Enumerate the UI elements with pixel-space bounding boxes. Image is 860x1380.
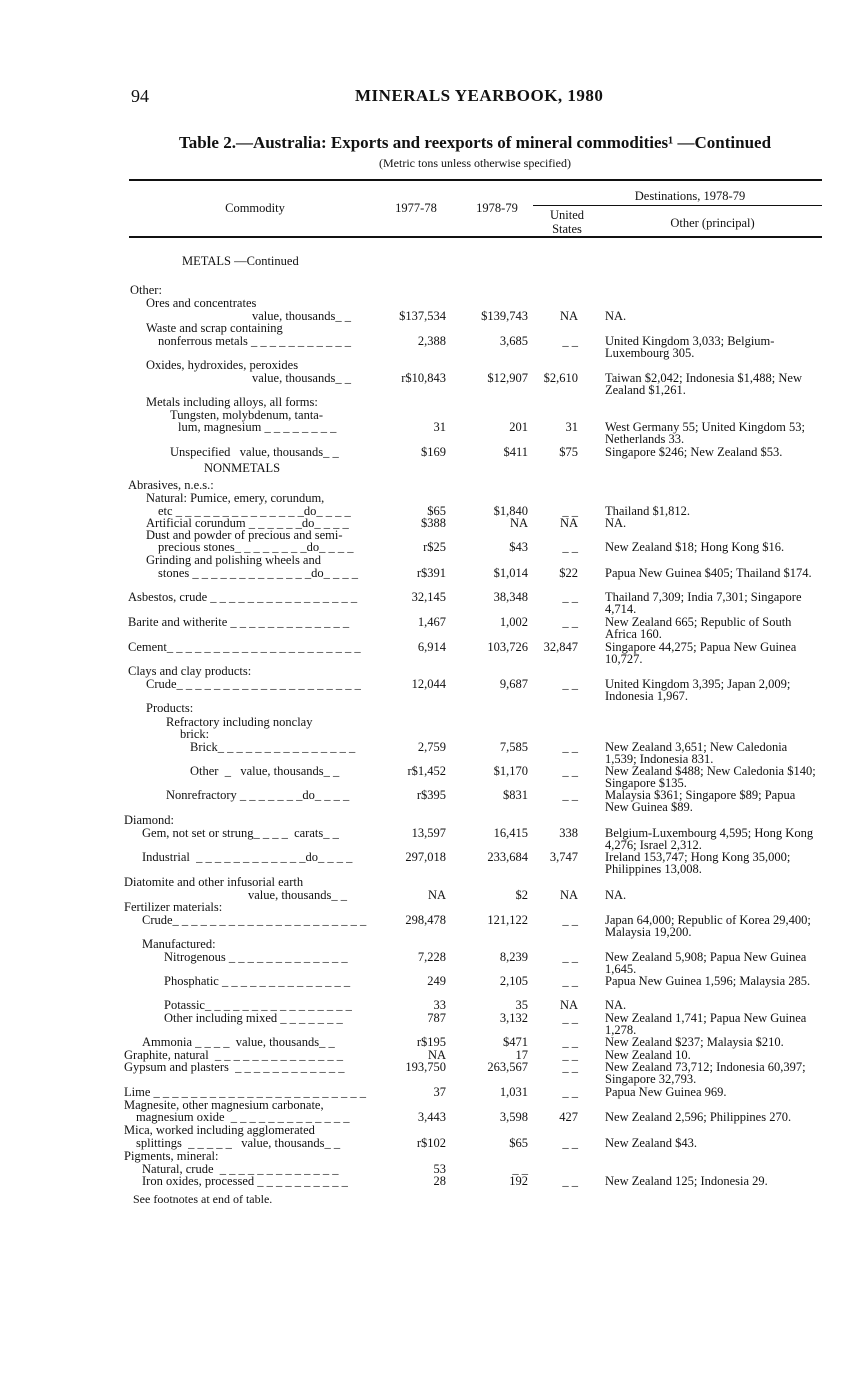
value-1978-79: 263,567 xyxy=(487,1060,528,1074)
value-united-states: _ _ xyxy=(562,677,578,691)
destinations-other: New Zealand 665; Republic of South Africa 160. xyxy=(605,615,792,641)
value-1978-79: 7,585 xyxy=(499,740,528,754)
destinations-other: NA. xyxy=(605,888,627,902)
destinations-other: Singapore $246; New Zealand $53. xyxy=(605,445,783,459)
commodity-label: etc _ _ _ _ _ _ _ _ _ _ _ _ _ _do_ _ _ _ xyxy=(158,504,351,518)
value-1977-78: 298,478 xyxy=(405,913,446,927)
commodity-label: Fertilizer materials: xyxy=(124,900,223,914)
commodity-label: Grinding and polishing wheels and xyxy=(146,553,321,567)
commodity-label: Other _ value, thousands_ _ xyxy=(190,764,340,778)
value-united-states: _ _ xyxy=(562,1060,578,1074)
value-1977-78: 33 xyxy=(433,998,446,1012)
value-1978-79: 121,122 xyxy=(487,913,528,927)
destinations-other: New Zealand 3,651; New Caledonia 1,539; Indonesia 831. xyxy=(605,740,788,766)
value-1977-78: r$395 xyxy=(416,788,446,802)
destinations-other: NA. xyxy=(605,516,627,530)
value-1977-78: 787 xyxy=(427,1011,446,1025)
value-1977-78: 193,750 xyxy=(405,1060,446,1074)
commodity-label: Crude_ _ _ _ _ _ _ _ _ _ _ _ _ _ _ _ _ _ _ _ _ xyxy=(142,913,367,927)
value-1977-78: 31 xyxy=(433,420,446,434)
commodity-label: Graphite, natural _ _ _ _ _ _ _ _ _ _ _ _ _ _ xyxy=(124,1048,344,1062)
destinations-other: Japan 64,000; Republic of Korea 29,400; Malaysia 19,200. xyxy=(605,913,811,939)
commodity-label: Magnesite, other magnesium carbonate, xyxy=(124,1098,324,1112)
value-1978-79: 1,031 xyxy=(499,1085,528,1099)
column-header-destinations: Destinations, 1978-79 xyxy=(634,189,746,203)
page-number: 94 xyxy=(131,86,149,106)
value-united-states: _ _ xyxy=(562,615,578,629)
value-united-states: _ _ xyxy=(562,764,578,778)
value-1978-79: 3,685 xyxy=(499,334,528,348)
value-1977-78: NA xyxy=(427,888,446,902)
value-1977-78: 297,018 xyxy=(405,850,446,864)
value-1978-79: 9,687 xyxy=(499,677,528,691)
value-1977-78: r$1,452 xyxy=(407,764,446,778)
destinations-other: New Zealand $18; Hong Kong $16. xyxy=(605,540,785,554)
commodity-label: value, thousands_ _ xyxy=(248,888,347,902)
commodity-label: Metals including alloys, all forms: xyxy=(146,395,318,409)
value-united-states: _ _ xyxy=(562,1048,578,1062)
destinations-other: New Zealand 1,741; Papua New Guinea 1,278. xyxy=(605,1011,807,1037)
value-1977-78: r$195 xyxy=(416,1035,446,1049)
value-1978-79: $411 xyxy=(503,445,528,459)
value-1977-78: 37 xyxy=(433,1085,446,1099)
column-header-1977-78: 1977-78 xyxy=(395,201,437,215)
value-1977-78: $65 xyxy=(427,504,446,518)
commodity-label: Pigments, mineral: xyxy=(124,1149,219,1163)
value-1978-79: 35 xyxy=(515,998,528,1012)
commodity-label: Ores and concentrates xyxy=(146,296,257,310)
commodity-label: Other: xyxy=(130,283,162,297)
commodity-label: Lime _ _ _ _ _ _ _ _ _ _ _ _ _ _ _ _ _ _ _ _ _ _ _ xyxy=(124,1085,367,1099)
value-1978-79: 233,684 xyxy=(487,850,528,864)
destinations-other: New Zealand 5,908; Papua New Guinea 1,645. xyxy=(605,950,807,976)
commodity-label: Ammonia _ _ _ _ value, thousands_ _ xyxy=(142,1035,335,1049)
value-1977-78: $169 xyxy=(421,445,446,459)
commodity-label: Refractory including nonclay xyxy=(166,715,313,729)
destinations-other: Malaysia $361; Singapore $89; Papua New Guinea $89. xyxy=(605,788,796,814)
commodity-label: Artificial corundum _ _ _ _ _ _do_ _ _ _ xyxy=(146,516,349,530)
commodity-label: Cement_ _ _ _ _ _ _ _ _ _ _ _ _ _ _ _ _ _ _ _ _ xyxy=(128,640,361,654)
value-1977-78: r$391 xyxy=(416,566,446,580)
commodity-label: magnesium oxide _ _ _ _ _ _ _ _ _ _ _ _ _ xyxy=(136,1110,350,1124)
column-header-1978-79: 1978-79 xyxy=(476,201,518,215)
footnote: See footnotes at end of table. xyxy=(133,1192,273,1206)
running-head: MINERALS YEARBOOK, 1980 xyxy=(355,86,604,105)
value-1978-79: 16,415 xyxy=(493,826,528,840)
value-1978-79: 201 xyxy=(509,420,528,434)
value-1977-78: r$10,843 xyxy=(401,371,446,385)
column-header-united-states: United States xyxy=(549,208,585,236)
value-1978-79: 3,598 xyxy=(499,1110,528,1124)
value-united-states: _ _ xyxy=(562,950,578,964)
destinations-other: Taiwan $2,042; Indonesia $1,488; New Zealand $1,261. xyxy=(605,371,803,397)
destinations-other: New Zealand 2,596; Philippines 270. xyxy=(605,1110,792,1124)
commodity-label: Waste and scrap containing xyxy=(146,321,283,335)
destinations-other: United Kingdom 3,033; Belgium-Luxembourg 305. xyxy=(605,334,775,360)
commodity-label: Asbestos, crude _ _ _ _ _ _ _ _ _ _ _ _ _ _ _ _ xyxy=(128,590,358,604)
value-united-states: _ _ xyxy=(562,334,578,348)
value-1978-79: 1,002 xyxy=(499,615,528,629)
destinations-other: Ireland 153,747; Hong Kong 35,000; Philippines 13,008. xyxy=(605,850,791,876)
value-united-states: NA xyxy=(559,309,578,323)
destinations-other: Papua New Guinea $405; Thailand $174. xyxy=(605,566,812,580)
value-united-states: NA xyxy=(559,516,578,530)
commodity-label: METALS —Continued xyxy=(182,254,299,268)
value-1977-78: $137,534 xyxy=(399,309,446,323)
destinations-other: New Zealand $237; Malaysia $210. xyxy=(605,1035,784,1049)
commodity-label: Gypsum and plasters _ _ _ _ _ _ _ _ _ _ _ _ xyxy=(124,1060,345,1074)
commodity-label: NONMETALS xyxy=(204,461,281,475)
value-1977-78: 53 xyxy=(433,1162,446,1176)
commodity-label: Industrial _ _ _ _ _ _ _ _ _ _ _ _do_ _ _ _ xyxy=(142,850,353,864)
commodity-label: Phosphatic _ _ _ _ _ _ _ _ _ _ _ _ _ _ xyxy=(164,974,351,988)
value-united-states: _ _ xyxy=(562,1035,578,1049)
commodity-label: Gem, not set or strung_ _ _ _ carats_ _ xyxy=(142,826,339,840)
destinations-other: New Zealand $488; New Caledonia $140; Singapore $135. xyxy=(605,764,816,790)
value-united-states: _ _ xyxy=(562,1174,578,1188)
commodity-label: Brick_ _ _ _ _ _ _ _ _ _ _ _ _ _ _ xyxy=(190,740,356,754)
value-1977-78: NA xyxy=(427,1048,446,1062)
commodity-label: Potassic_ _ _ _ _ _ _ _ _ _ _ _ _ _ _ _ xyxy=(164,998,352,1012)
destinations-other: United Kingdom 3,395; Japan 2,009; Indonesia 1,967. xyxy=(605,677,791,703)
value-1977-78: r$102 xyxy=(416,1136,446,1150)
value-1977-78: 6,914 xyxy=(417,640,446,654)
commodity-label: Unspecified value, thousands_ _ xyxy=(170,445,339,459)
commodity-label: value, thousands_ _ xyxy=(252,309,351,323)
commodity-label: Iron oxides, processed _ _ _ _ _ _ _ _ _ _ xyxy=(142,1174,348,1188)
destinations-other: Thailand 7,309; India 7,301; Singapore 4,714. xyxy=(605,590,802,616)
value-1977-78: 13,597 xyxy=(411,826,446,840)
value-united-states: 3,747 xyxy=(549,850,578,864)
value-1978-79: $1,170 xyxy=(493,764,528,778)
destinations-other: West Germany 55; United Kingdom 53; Netherlands 33. xyxy=(605,420,806,446)
table-subtitle: (Metric tons unless otherwise specified) xyxy=(379,156,571,170)
commodity-label: Clays and clay products: xyxy=(128,664,252,678)
column-header-commodity: Commodity xyxy=(225,201,285,215)
value-1977-78: 12,044 xyxy=(411,677,446,691)
commodity-label: nonferrous metals _ _ _ _ _ _ _ _ _ _ _ xyxy=(158,334,352,348)
commodity-label: stones _ _ _ _ _ _ _ _ _ _ _ _ _do_ _ _ _ xyxy=(158,566,358,580)
value-1978-79: _ _ xyxy=(512,1162,528,1176)
value-1978-79: $1,840 xyxy=(493,504,528,518)
commodity-label: Tungsten, molybdenum, tanta- xyxy=(170,408,324,422)
value-1978-79: $43 xyxy=(509,540,528,554)
value-united-states: _ _ xyxy=(562,740,578,754)
destinations-other: Thailand $1,812. xyxy=(605,504,691,518)
destinations-other: NA. xyxy=(605,998,627,1012)
commodity-label: Natural: Pumice, emery, corundum, xyxy=(146,491,325,505)
commodity-label: Oxides, hydroxides, peroxides xyxy=(146,358,299,372)
destinations-other: Papua New Guinea 1,596; Malaysia 285. xyxy=(605,974,811,988)
commodity-label: Dust and powder of precious and semi- xyxy=(146,528,343,542)
commodity-label: Nitrogenous _ _ _ _ _ _ _ _ _ _ _ _ _ xyxy=(164,950,348,964)
value-united-states: NA xyxy=(559,998,578,1012)
value-1978-79: 103,726 xyxy=(487,640,528,654)
destinations-other: New Zealand 10. xyxy=(605,1048,691,1062)
commodity-label: Products: xyxy=(146,701,194,715)
value-1977-78: 32,145 xyxy=(411,590,446,604)
value-united-states: _ _ xyxy=(562,788,578,802)
value-united-states: _ _ xyxy=(562,590,578,604)
commodity-label: Crude_ _ _ _ _ _ _ _ _ _ _ _ _ _ _ _ _ _ _ _ xyxy=(146,677,361,691)
value-united-states: $2,610 xyxy=(543,371,578,385)
commodity-label: Abrasives, n.e.s.: xyxy=(128,478,214,492)
value-1977-78: 249 xyxy=(427,974,446,988)
value-1978-79: $139,743 xyxy=(481,309,528,323)
destinations-other: Singapore 44,275; Papua New Guinea 10,727. xyxy=(605,640,797,666)
value-1978-79: $65 xyxy=(509,1136,528,1150)
destinations-other: Papua New Guinea 969. xyxy=(605,1085,727,1099)
value-1978-79: 2,105 xyxy=(499,974,528,988)
commodity-label: splittings _ _ _ _ _ value, thousands_ _ xyxy=(136,1136,341,1150)
value-1978-79: 8,239 xyxy=(499,950,528,964)
destinations-other: New Zealand 125; Indonesia 29. xyxy=(605,1174,768,1188)
commodity-label: Manufactured: xyxy=(142,937,216,951)
value-1977-78: 2,388 xyxy=(417,334,446,348)
commodity-label: value, thousands_ _ xyxy=(252,371,351,385)
commodity-label: brick: xyxy=(180,727,210,741)
destinations-other: New Zealand $43. xyxy=(605,1136,697,1150)
commodity-label: Diatomite and other infusorial earth xyxy=(124,875,304,889)
value-united-states: 427 xyxy=(559,1110,578,1124)
value-1978-79: 192 xyxy=(509,1174,528,1188)
destinations-other: NA. xyxy=(605,309,627,323)
table-title: Table 2.—Australia: Exports and reexports of mineral commodities¹ —Continued xyxy=(178,133,772,152)
value-1978-79: $471 xyxy=(503,1035,528,1049)
value-united-states: 31 xyxy=(565,420,578,434)
value-united-states: 32,847 xyxy=(543,640,578,654)
value-1978-79: $12,907 xyxy=(487,371,528,385)
value-1977-78: 3,443 xyxy=(417,1110,446,1124)
value-united-states: $22 xyxy=(559,566,578,580)
value-united-states: _ _ xyxy=(562,913,578,927)
commodity-label: precious stones_ _ _ _ _ _ _ _do_ _ _ _ xyxy=(158,540,354,554)
value-1978-79: $1,014 xyxy=(493,566,528,580)
value-1978-79: $2 xyxy=(515,888,528,902)
value-1978-79: NA xyxy=(509,516,528,530)
value-1977-78: r$25 xyxy=(423,540,446,554)
commodity-label: Nonrefractory _ _ _ _ _ _ _do_ _ _ _ xyxy=(166,788,350,802)
column-header-other: Other (principal) xyxy=(670,216,755,230)
value-1978-79: $831 xyxy=(503,788,528,802)
value-1978-79: 3,132 xyxy=(499,1011,528,1025)
value-united-states: NA xyxy=(559,888,578,902)
value-1978-79: 38,348 xyxy=(493,590,528,604)
value-1977-78: 1,467 xyxy=(417,615,446,629)
value-united-states: _ _ xyxy=(562,1136,578,1150)
value-united-states: _ _ xyxy=(562,1011,578,1025)
value-united-states: 338 xyxy=(559,826,578,840)
value-united-states: _ _ xyxy=(562,540,578,554)
value-united-states: _ _ xyxy=(562,504,578,518)
value-1977-78: 2,759 xyxy=(417,740,446,754)
value-united-states: _ _ xyxy=(562,1085,578,1099)
value-1977-78: 28 xyxy=(433,1174,446,1188)
commodity-label: Mica, worked including agglomerated xyxy=(124,1123,315,1137)
value-united-states: _ _ xyxy=(562,974,578,988)
destinations-other: Belgium-Luxembourg 4,595; Hong Kong 4,276; Israel 2,312. xyxy=(605,826,814,852)
value-united-states: $75 xyxy=(559,445,578,459)
commodity-label: Barite and witherite _ _ _ _ _ _ _ _ _ _ _ _ _ xyxy=(128,615,350,629)
commodity-label: Other including mixed _ _ _ _ _ _ _ xyxy=(164,1011,343,1025)
commodity-label: Natural, crude _ _ _ _ _ _ _ _ _ _ _ _ _ xyxy=(142,1162,339,1176)
commodity-label: lum, magnesium _ _ _ _ _ _ _ _ xyxy=(178,420,337,434)
value-1977-78: $388 xyxy=(421,516,446,530)
commodity-label: Diamond: xyxy=(124,813,174,827)
value-1978-79: 17 xyxy=(515,1048,528,1062)
destinations-other: New Zealand 73,712; Indonesia 60,397; Singapore 32,793. xyxy=(605,1060,806,1086)
value-1977-78: 7,228 xyxy=(417,950,446,964)
